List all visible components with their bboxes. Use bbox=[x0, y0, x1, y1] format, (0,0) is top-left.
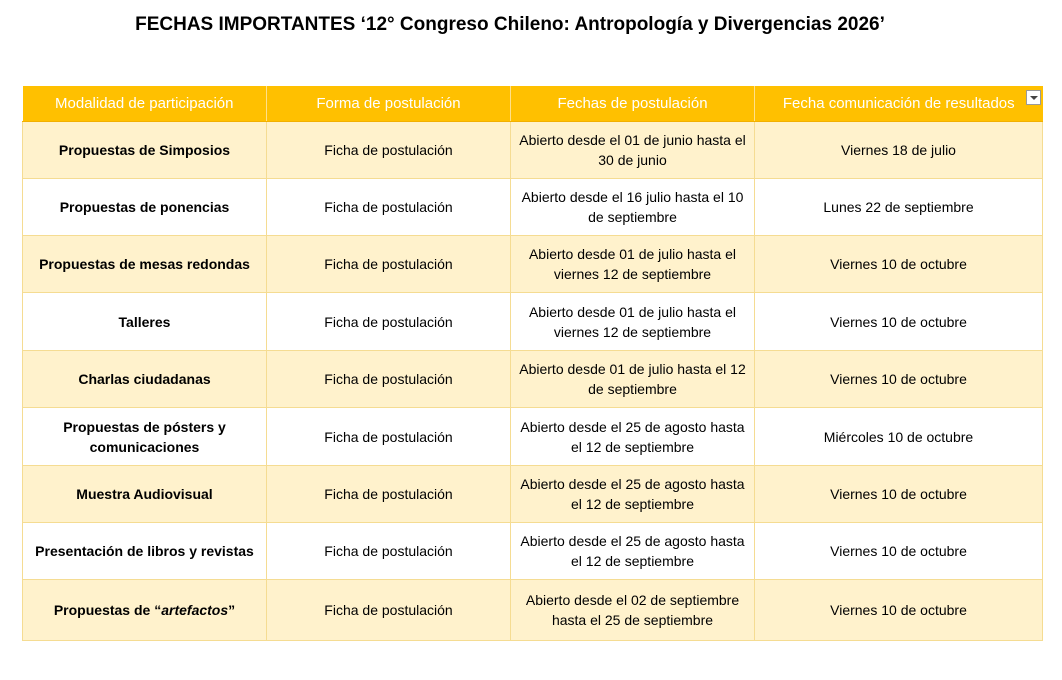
important-dates-table bbox=[22, 86, 1043, 641]
cell-fechas: Abierto desde el 25 de agosto hasta el 12 de septiembre bbox=[511, 408, 755, 466]
cell-fechas: Abierto desde el 02 de septiembre hasta el 25 de septiembre bbox=[511, 580, 755, 641]
cell-fechas: Abierto desde 01 de julio hasta el 12 de septiembre bbox=[511, 351, 755, 408]
cell-fechas: Abierto desde 01 de julio hasta el viernes 12 de septiembre bbox=[511, 236, 755, 293]
table-row bbox=[23, 122, 1043, 179]
cell-modalidad: Charlas ciudadanas bbox=[23, 351, 267, 408]
table-row bbox=[23, 466, 1043, 523]
table-row bbox=[23, 580, 1043, 641]
cell-modalidad: Talleres bbox=[23, 293, 267, 351]
modalidad-suffix: ” bbox=[228, 602, 236, 618]
cell-resultados: Miércoles 10 de octubre bbox=[755, 408, 1043, 466]
cell-fechas: Abierto desde el 01 de junio hasta el 30 de junio bbox=[511, 122, 755, 179]
header-modalidad: Modalidad de participación bbox=[23, 86, 267, 122]
table-row bbox=[23, 236, 1043, 293]
header-resultados-label: Fecha comunicación de resultados bbox=[782, 95, 1015, 112]
cell-modalidad: Propuestas de Simposios bbox=[23, 122, 267, 179]
table-row bbox=[23, 293, 1043, 351]
cell-forma: Ficha de postulación bbox=[267, 408, 511, 466]
cell-resultados: Viernes 10 de octubre bbox=[755, 293, 1043, 351]
cell-modalidad: Propuestas de pósters y comunicaciones bbox=[23, 408, 267, 466]
modalidad-emphasis: artefactos bbox=[161, 602, 229, 618]
table-header-row bbox=[23, 86, 1043, 122]
cell-modalidad: Muestra Audiovisual bbox=[23, 466, 267, 523]
cell-modalidad: Propuestas de mesas redondas bbox=[23, 236, 267, 293]
header-forma: Forma de postulación bbox=[267, 86, 511, 122]
cell-fechas: Abierto desde el 25 de agosto hasta el 12 de septiembre bbox=[511, 466, 755, 523]
table-row bbox=[23, 179, 1043, 236]
cell-resultados: Viernes 10 de octubre bbox=[755, 466, 1043, 523]
modalidad-prefix: Propuestas de “ bbox=[53, 602, 162, 618]
cell-forma: Ficha de postulación bbox=[267, 523, 511, 580]
cell-forma: Ficha de postulación bbox=[267, 179, 511, 236]
cell-resultados: Viernes 10 de octubre bbox=[755, 523, 1043, 580]
header-resultados bbox=[755, 86, 1043, 122]
cell-resultados: Viernes 10 de octubre bbox=[755, 351, 1043, 408]
cell-fechas: Abierto desde 01 de julio hasta el viernes 12 de septiembre bbox=[511, 293, 755, 351]
page-title: FECHAS IMPORTANTES ‘12° Congreso Chileno: Antropología y Divergencias 2026’ bbox=[135, 14, 885, 35]
table-row bbox=[23, 351, 1043, 408]
cell-forma: Ficha de postulación bbox=[267, 293, 511, 351]
cell-fechas: Abierto desde el 16 julio hasta el 10 de septiembre bbox=[511, 179, 755, 236]
cell-forma: Ficha de postulación bbox=[267, 351, 511, 408]
cell-fechas: Abierto desde el 25 de agosto hasta el 12 de septiembre bbox=[511, 523, 755, 580]
cell-resultados: Lunes 22 de septiembre bbox=[755, 179, 1043, 236]
cell-modalidad: Propuestas de ponencias bbox=[23, 179, 267, 236]
cell-forma: Ficha de postulación bbox=[267, 122, 511, 179]
table-row bbox=[23, 408, 1043, 466]
cell-resultados: Viernes 18 de julio bbox=[755, 122, 1043, 179]
cell-modalidad: Presentación de libros y revistas bbox=[23, 523, 267, 580]
cell-forma: Ficha de postulación bbox=[267, 236, 511, 293]
dropdown-arrow-icon[interactable] bbox=[1026, 90, 1041, 105]
header-fechas: Fechas de postulación bbox=[511, 86, 755, 122]
cell-modalidad bbox=[23, 580, 267, 641]
table-row bbox=[23, 523, 1043, 580]
cell-resultados: Viernes 10 de octubre bbox=[755, 580, 1043, 641]
cell-forma: Ficha de postulación bbox=[267, 580, 511, 641]
cell-forma: Ficha de postulación bbox=[267, 466, 511, 523]
cell-resultados: Viernes 10 de octubre bbox=[755, 236, 1043, 293]
